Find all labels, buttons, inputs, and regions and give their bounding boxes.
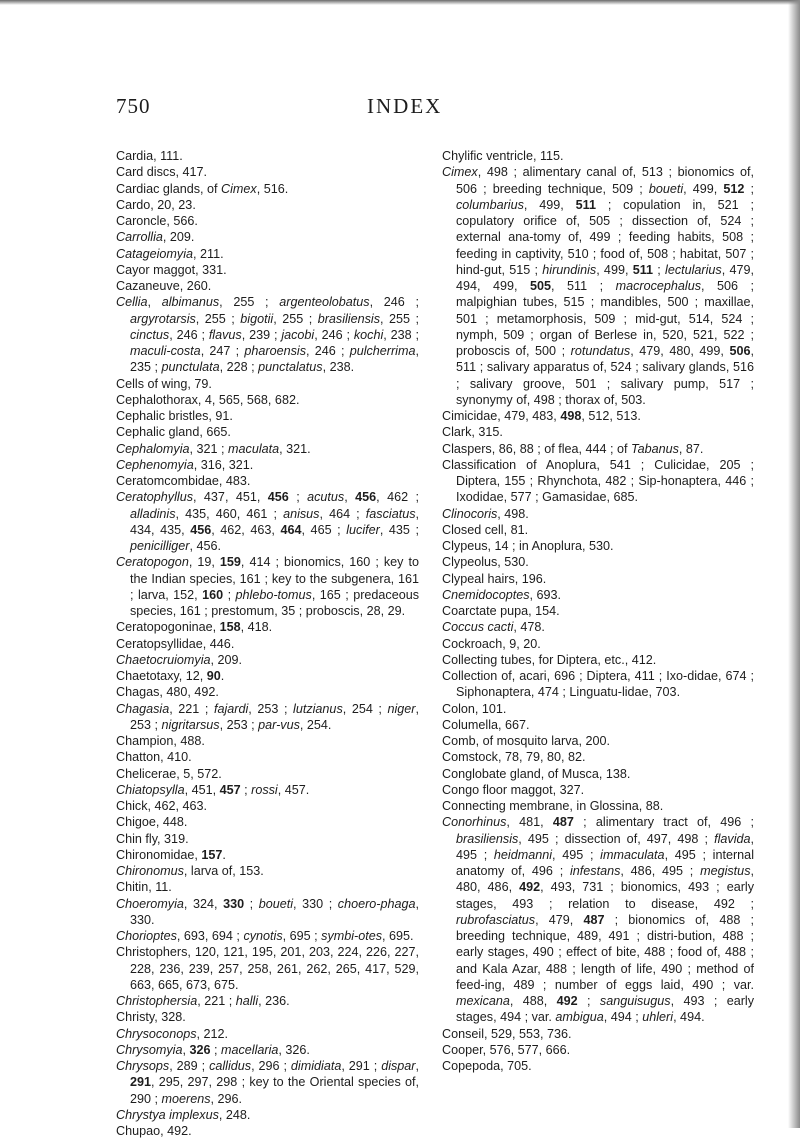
index-entry: Ceratopogoninae, 158, 418.: [116, 620, 273, 635]
index-entry: Clypeus, 14 ; in Anoplura, 530.: [442, 539, 614, 553]
index-entry: Chick, 462, 463.: [116, 799, 208, 813]
index-entry: Claspers, 86, 88 ; of flea, 444 ; of Tabanus, 87.: [442, 441, 704, 456]
index-entry: Cephenomyia, 316, 321.: [116, 457, 254, 472]
index-entry: Chin fly, 319.: [116, 831, 189, 846]
index-entry: Chatton, 410.: [116, 750, 192, 765]
index-entry: Conseil, 529, 553, 736.: [442, 1026, 572, 1041]
index-entry: Christy, 328.: [116, 1010, 186, 1025]
index-entry: Catageiomyia, 211.: [116, 246, 224, 261]
index-entry: Chagas, 480, 492.: [116, 685, 219, 700]
index-entry: Cardo, 20, 23.: [116, 197, 196, 212]
index-entry: Cephalothorax, 4, 565, 568, 682.: [116, 392, 300, 407]
index-entry: Cephalic gland, 665.: [116, 425, 231, 440]
index-entry: Chrysomyia, 326 ; macellaria, 326.: [116, 1042, 310, 1057]
index-entry: Chorioptes, 693, 694 ; cynotis, 695 ; symbi-otes, 695.: [116, 929, 414, 943]
index-entry: Cazaneuve, 260.: [116, 279, 212, 293]
index-entry: Ceratomcombidae, 483.: [116, 474, 251, 488]
index-entry: Comb, of mosquito larva, 200.: [442, 734, 610, 748]
index-entry: Conglobate gland, of Musca, 138.: [442, 766, 631, 781]
index-entry: Chaetocruiomyia, 209.: [116, 652, 243, 667]
index-entry: Cells of wing, 79.: [116, 376, 212, 391]
index-entry: Chagasia, 221 ; fajardi, 253 ; lutzianus, 254 ; niger, 253 ; nigritarsus, 253 ; par-vus, 254.: [116, 701, 420, 732]
index-entry: Coccus cacti, 478.: [442, 620, 545, 635]
page-top-edge: [0, 0, 800, 5]
index-entry: Columella, 667.: [442, 717, 530, 732]
index-entry: Chupao, 492.: [116, 1124, 192, 1138]
index-entry: Cnemidocoptes, 693.: [442, 587, 562, 602]
index-entry: Carrollia, 209.: [116, 230, 195, 245]
index-column-right: [442, 148, 754, 1074]
index-entry: Chrysoconops, 212.: [116, 1026, 229, 1041]
index-entry: Cimex, 498 ; alimentary canal of, 513 ; bionomics of, 506 ; breeding technique, 509 ; boueti, 499, 512 ; columbarius, 499, 511 ; copulation in, 521 ; copulatory orifice of, 505 ; dissection of, 524 ; external ana-tomy of, 499 ; feeding habits, 508 ; feeding in captivity, 510 ; food of, 508 ; habitat, 507 ; hind-gut, 515 ; hirundinis, 499, 511 ; lectularius, 479, 494, 499, 505, 511 ; macrocephalus, 506 ; malpighian tubes, 515 ; mandibles, 500 ; maxillae, 501 ; metamorphosis, 509 ; mid-gut, 514, 524 ; nymph, 509 ; organ of Berlese in, 520, 521, 522 ; proboscis of, 500 ; rotundatus, 479, 480, 499, 506, 511 ; salivary apparatus of, 524 ; salivary glands, 516 ; salivary groove, 501 ; salivary pump, 517 ; synonymy of, 498 ; thorax of, 503.: [442, 165, 754, 407]
index-entry: Comstock, 78, 79, 80, 82.: [442, 750, 586, 765]
index-entry: Clypeal hairs, 196.: [442, 571, 547, 586]
index-entry: Card discs, 417.: [116, 165, 207, 180]
index-entry: Connecting membrane, in Glossina, 88.: [442, 799, 664, 813]
index-entry: Chiatopsylla, 451, 457 ; rossi, 457.: [116, 782, 310, 797]
index-entry: Chironomidae, 157.: [116, 847, 226, 862]
index-entry: Cooper, 576, 577, 666.: [442, 1042, 571, 1057]
index-entry: Clark, 315.: [442, 425, 503, 440]
index-entry: Collection of, acari, 696 ; Diptera, 411 ; Ixo-didae, 674 ; Siphonaptera, 474 ; Linguatu-lidae, 703.: [442, 669, 754, 700]
index-entry: Closed cell, 81.: [442, 522, 529, 537]
index-entry: Ceratopsyllidae, 446.: [116, 636, 235, 651]
index-entry: Chitin, 11.: [116, 880, 172, 895]
index-entry: Classification of Anoplura, 541 ; Culicidae, 205 ; Diptera, 155 ; Rhynchota, 482 ; Sip-honaptera, 446 ; Ixodidae, 577 ; Gamasidae, 685.: [442, 457, 754, 505]
index-entry: Conorhinus, 481, 487 ; alimentary tract of, 496 ; brasiliensis, 495 ; dissection of, 497, 498 ; flavida, 495 ; heidmanni, 495 ; immaculata, 495 ; internal anatomy of, 496 ; infestans, 486, 495 ; megistus, 480, 486, 492, 493, 731 ; bionomics, 493 ; early stages, 493 ; relation to disease, 492 ; rubrofasciatus, 479, 487 ; bionomics of, 488 ; breeding technique, 489, 491 ; distri-bution, 488 ; early stages, 490 ; effect of bite, 488 ; food of, 488 ; and Kala Azar, 488 ; length of life, 490 ; method of feed-ing, 489 ; number of eggs laid, 490 ; var. mexicana, 488, 492 ; sanguisugus, 493 ; early stages, 494 ; var. ambigua, 494 ; uhleri, 494.: [442, 815, 754, 1025]
index-entry: Chrysops, 289 ; callidus, 296 ; dimidiata, 291 ; dispar, 291, 295, 297, 298 ; key to the Oriental species of, 290 ; moerens, 296.: [116, 1059, 419, 1106]
index-entry: Cardiac glands, of Cimex, 516.: [116, 181, 289, 196]
index-entry: Copepoda, 705.: [442, 1059, 532, 1073]
index-entry: Cayor maggot, 331.: [116, 262, 227, 277]
index-entry: Clypeolus, 530.: [442, 555, 529, 570]
running-title: INDEX: [367, 94, 443, 118]
index-entry: Christophersia, 221 ; halli, 236.: [116, 994, 290, 1008]
index-entry: Congo floor maggot, 327.: [442, 782, 585, 797]
index-entry: Ceratopogon, 19, 159, 414 ; bionomics, 160 ; key to the Indian species, 161 ; key to the subgenera, 161 ; larva, 152, 160 ; phlebo-tomus, 165 ; predaceous species, 161 ; prestomum, 35 ; proboscis, 28, 29.: [116, 555, 420, 618]
index-entry: Chaetotaxy, 12, 90.: [116, 669, 225, 683]
index-entry: Ceratophyllus, 437, 451, 456 ; acutus, 456, 462 ; alladinis, 435, 460, 461 ; anisus, 464 ; fasciatus, 434, 435, 456, 462, 463, 464, 465 ; lucifer, 435 ; penicilliger, 456.: [116, 490, 420, 553]
index-entry: Chylific ventricle, 115.: [442, 149, 564, 163]
page-number: 750: [116, 94, 151, 118]
page-header: [0, 94, 800, 124]
index-entry: Collecting tubes, for Diptera, etc., 412.: [442, 652, 657, 667]
index-entry: Cockroach, 9, 20.: [442, 636, 541, 651]
page-edge-shadow: [788, 0, 800, 1128]
index-entry: Christophers, 120, 121, 195, 201, 203, 224, 226, 227, 228, 236, 239, 257, 258, 261, 262, 265, 417, 529, 663, 665, 673, 675.: [116, 945, 419, 992]
index-entry: Cellia, albimanus, 255 ; argenteolobatus, 246 ; argyrotarsis, 255 ; bigotii, 255 ; brasiliensis, 255 ; cinctus, 246 ; flavus, 239 ; jacobi, 246 ; kochi, 238 ; maculi-costa, 247 ; pharoensis, 246 ; pulcherrima, 235 ; punctulata, 228 ; punctalatus, 238.: [116, 295, 419, 375]
index-entry: Choeromyia, 324, 330 ; boueti, 330 ; choero-phaga, 330.: [116, 896, 419, 927]
index-entry: Chrystya implexus, 248.: [116, 1107, 251, 1122]
index-entry: Chelicerae, 5, 572.: [116, 766, 222, 781]
index-entry: Cardia, 111.: [116, 149, 183, 163]
index-entry: Cephalomyia, 321 ; maculata, 321.: [116, 441, 311, 456]
index-entry: Chigoe, 448.: [116, 815, 188, 830]
index-entry: Coarctate pupa, 154.: [442, 604, 560, 618]
index-entry: Caroncle, 566.: [116, 214, 198, 228]
index-entry: Cephalic bristles, 91.: [116, 409, 233, 423]
index-entry: Colon, 101.: [442, 701, 507, 716]
index-entry: Champion, 488.: [116, 734, 205, 748]
index-column-left: [116, 148, 419, 1139]
index-entry: Cimicidae, 479, 483, 498, 512, 513.: [442, 409, 641, 423]
index-entry: Chironomus, larva of, 153.: [116, 864, 264, 878]
index-entry: Clinocoris, 498.: [442, 506, 529, 521]
